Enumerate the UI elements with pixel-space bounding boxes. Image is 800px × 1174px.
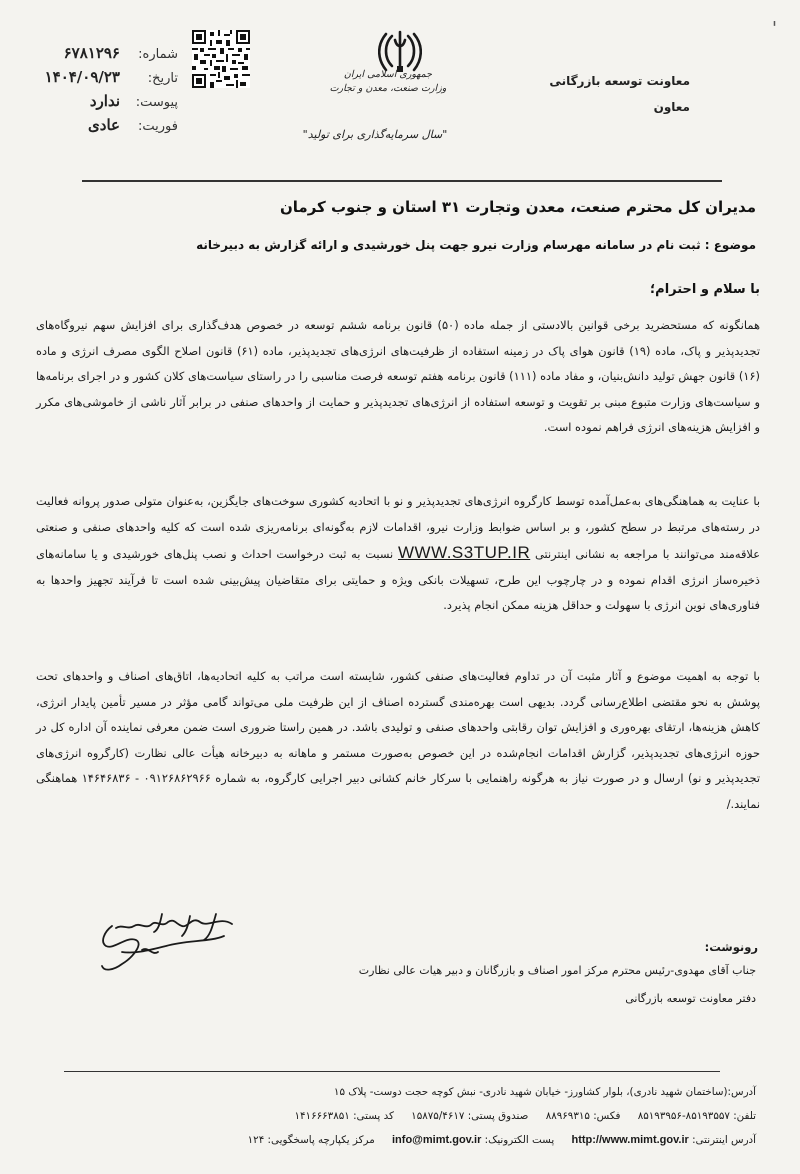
position-title: معاون (653, 100, 690, 114)
body-paragraph-3: با توجه به اهمیت موضوع و آثار مثبت آن در تداوم فعالیت‌های صنفی کشور، شایسته است مراتب به کلیه اتحادیه‌ها، اتاق‌های اصناف و واحدهای تحت پوشش به نحو مقتضی اطلاع‌رسانی گردد. بدیهی است بهره‌مندی گسترده اصناف از این ظرفیت ملی می‌تواند گامی مؤثر در مسیر تأمین پایدار انرژی، کاهش هزینه‌ها، ارتقای بهره‌وری و افزایش توان رقابتی واحدهای صنفی و تولیدی باشد. در همین راستا ضروری است ضمن معرفی نماینده آن اداره کل در حوزه انرژی‌های تجدیدپذیر، گزارش اقدامات انجام‌شده در این خصوص به‌صورت مستمر و ماهانه به دبیرخانه هیأت عالی نظارت (کارگروه انرژی‌های تجدیدپذیر و نو) ارسال و در صورت نیاز به هرگونه راهنمایی با سرکار خانم کشانی دبیر اجرایی کارگروه، به شماره ۰۹۱۲۶۸۶۲۹۶۶ - ۱۴۶۴۶۸۳۶ هماهنگی نمایند./ (36, 669, 760, 811)
footer-online (248, 1134, 756, 1146)
meta-attachment-row (28, 92, 178, 116)
ministry-line-1: جمهوری اسلامی ایران (343, 69, 433, 80)
footer-phone: تلفن: ۸۵۱۹۳۵۵۷-۸۵۱۹۳۹۵۶ (637, 1110, 756, 1122)
paragraph-2-intro: با عنایت به هماهنگی‌های به‌عمل‌آمده توسط کارگروه انرژی‌های تجدیدپذیر و نو با اتحادیه کشوری سوخت‌های جایگزین، به‌عنوان متولی صدور پروانه فعالیت در رسته‌های مرتبط در سطح کشور، و بر اساس ضوابط وزارت نیرو، اقدامات لازم به‌گونه‌ای برنامه‌ریزی شده است که کلیه واحدهای صنفی و صنعتی علاقه‌مند می‌توانند با مراجعه به نشانی اینترنتی (36, 494, 761, 561)
footer-fax: فکس: ۸۸۹۶۹۳۱۵ (545, 1110, 621, 1122)
cc-recipient-2: دفتر معاونت توسعه بازرگانی (625, 992, 756, 1005)
meta-number-row (28, 44, 178, 68)
urgency-value: عادی (88, 116, 120, 134)
footer-email-label: پست الکترونیک: (484, 1134, 555, 1146)
number-value: ۶۷۸۱۲۹۶ (63, 44, 120, 62)
header-divider (82, 180, 722, 182)
body-paragraph-2 (36, 489, 760, 619)
urgency-label: فوریت: (138, 119, 178, 134)
footer-email-link[interactable]: info@mimt.gov.ir (392, 1134, 482, 1146)
footer-po-box: صندوق پستی: ۱۵۸۷۵/۴۶۱۷ (411, 1110, 529, 1122)
footer-divider (64, 1071, 720, 1072)
addressee: مدیران کل محترم صنعت، معدن وتجارت ۳۱ استان و جنوب کرمان (279, 198, 756, 216)
date-label: تاریخ: (147, 71, 178, 86)
footer-website-link[interactable]: http://www.mimt.gov.ir (571, 1134, 689, 1146)
ministry-line-2: وزارت صنعت، معدن و تجارت (329, 83, 447, 94)
corner-mark: ' (772, 18, 777, 39)
cc-recipient-1: جناب آقای مهدوی-رئیس محترم مرکز امور اصناف و بازرگانان و دبیر هیات عالی نظارت (358, 964, 756, 977)
footer-postal-code: کد پستی: ۱۴۱۶۶۶۳۸۵۱ (294, 1110, 394, 1122)
footer-website-label: آدرس اینترنتی: (692, 1134, 756, 1146)
letter-meta (28, 44, 178, 140)
body-paragraph-1: همانگونه که مستحضرید برخی قوانین بالادستی از جمله ماده (۵۰) قانون برنامه ششم توسعه در خصوص هدف‌گذاری برای افزایش سهم نیروگاه‌های تجدیدپذیر و پاک، ماده (۱۹) قانون هوای پاک در زمینه استفاده از ظرفیت‌های انرژی‌های تجدیدپذیر، ماده (۶۱) قانون اصلاح الگوی مصرف انرژی و ماده (۱۶) قانون جهش تولید دانش‌بنیان، و مفاد ماده (۱۱۱) قانون برنامه هفتم توسعه فرصت مناسبی را در راستای سیاست‌های کلان کشور و در اجرای برنامه‌ها و سیاست‌های وزارت متبوع مبنی بر تقویت و توسعه استفاده از انرژی‌های تجدیدپذیر و حمایت از واحدهای صنفی در برابر آثار ناشی از خاموشی‌های مکرر و افزایش هزینه‌های انرژی فراهم نموده است. (36, 318, 761, 434)
paragraph-2-rest: نسبت به ثبت درخواست احداث و نصب پنل‌های خورشیدی و یا سامانه‌های ذخیره‌ساز انرژی اقدام نموده و در چارچوب این طرح، تسهیلات بانکی ویژه و حمایتی برای متقاضیان پیش‌بینی شده است تا فرآیند تجهیز واحدها به فناوری‌های نوین انرژی با سهولت و حداقل هزینه ممکن انجام پذیرد. (36, 547, 760, 612)
greeting: با سلام و احترام؛ (649, 282, 760, 297)
meta-urgency-row (28, 116, 178, 140)
registration-url-link[interactable]: WWW.S3TUP.IR (398, 543, 531, 562)
qr-code-icon (192, 30, 250, 88)
footer-contact-numbers (295, 1110, 757, 1122)
department-block (549, 68, 690, 120)
attachment-label: پیوست: (135, 95, 178, 110)
date-value: ۱۴۰۴/۰۹/۲۳ (44, 68, 120, 86)
signature-image (92, 906, 242, 984)
subject-line: موضوع : ثبت نام در سامانه مهرسام وزارت نیرو جهت پنل خورشیدی و ارائه گزارش به دبیرخانه (196, 238, 756, 252)
year-slogan: "سال سرمایه‌گذاری برای تولید" (302, 128, 448, 141)
number-label: شماره: (138, 47, 178, 62)
department-name: معاونت توسعه بازرگانی (549, 74, 690, 88)
attachment-value: ندارد (89, 92, 120, 110)
footer-address: آدرس:(ساختمان شهید نادری)، بلوار کشاورز- خیابان شهید نادری- نبش کوچه حجت دوست- پلاک ۱۵ (333, 1086, 756, 1098)
footer-call-center: مرکز یکپارچه پاسخگویی: ۱۲۴ (247, 1134, 375, 1146)
cc-title: رونوشت: (704, 940, 758, 954)
meta-date-row (28, 68, 178, 92)
ministry-name (298, 68, 478, 96)
